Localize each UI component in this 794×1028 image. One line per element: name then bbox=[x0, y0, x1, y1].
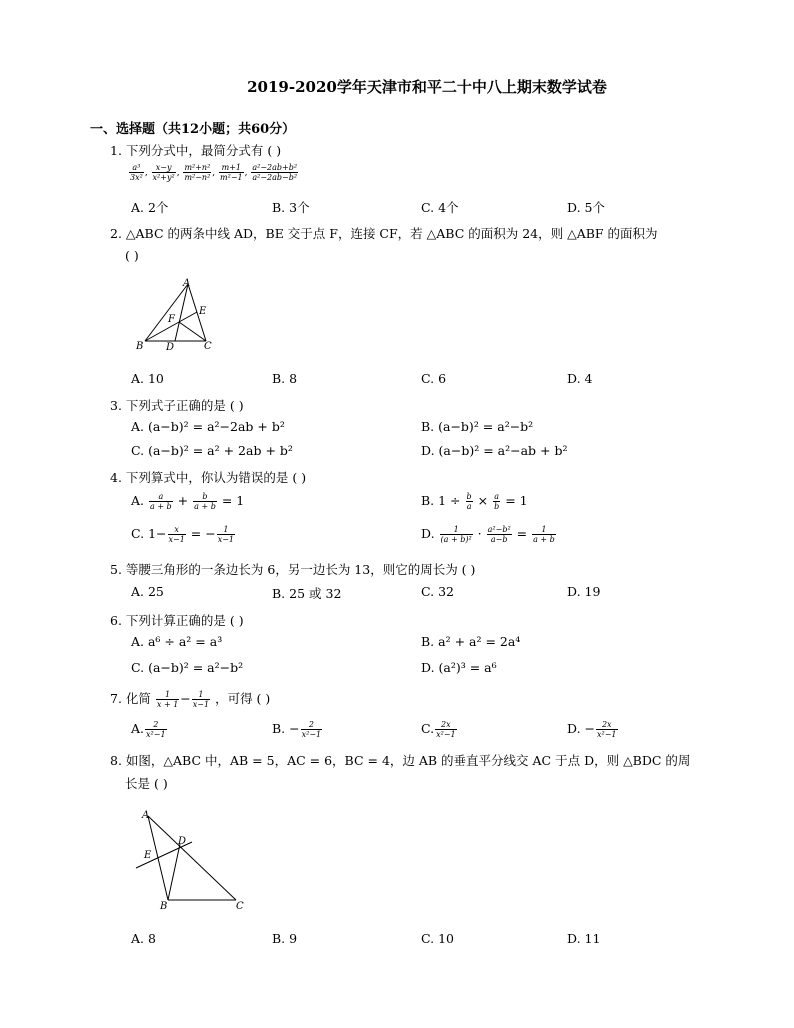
question-7-stem: 7. 化简 $\frac{1}{x + 1}$ − $\frac{1}{x-1}$ ，可得 ( ) bbox=[110, 690, 271, 709]
q3-option-d[interactable]: D. (a−b)² = a²−ab + b² bbox=[421, 443, 568, 458]
q8-option-a[interactable]: A. 8 bbox=[131, 931, 156, 946]
question-4-stem: 4. 下列算式中，你认为错误的是 ( ) bbox=[110, 470, 307, 485]
q2-option-c[interactable]: C. 6 bbox=[421, 371, 447, 386]
section-heading: 一、选择题（共12小题；共60分） bbox=[90, 122, 296, 137]
q7-option-d[interactable]: D. − $\frac{2x}{\text{x²−1}}$ bbox=[567, 720, 617, 739]
question-2-stem: 2. △ABC 的两条中线 AD，BE 交于点 F，连接 CF，若 △ABC 的面积为 24，则 △ABF 的面积为 bbox=[110, 226, 658, 241]
q5-option-b[interactable]: B. 25 或 32 bbox=[272, 586, 342, 601]
question-8-stem-cont: 长是 ( ) bbox=[125, 776, 168, 791]
question-5-stem: 5. 等腰三角形的一条边长为 6，另一边长为 13，则它的周长为 ( ) bbox=[110, 562, 476, 577]
q5-option-d[interactable]: D. 19 bbox=[567, 584, 601, 599]
vertex-a-label: A bbox=[183, 278, 191, 289]
q7-option-b[interactable]: B. − $\frac{2}{\text{x²−1}}$ bbox=[272, 720, 322, 739]
triangle-figure-q2 bbox=[130, 278, 230, 354]
q6-option-b[interactable]: B. a² + a² = 2a⁴ bbox=[421, 634, 521, 649]
q2-option-b[interactable]: B. 8 bbox=[272, 371, 298, 386]
q1-option-c[interactable]: C. 4个 bbox=[421, 200, 459, 215]
question-3-stem: 3. 下列式子正确的是 ( ) bbox=[110, 398, 244, 413]
q6-option-a[interactable]: A. a⁶ ÷ a² = a³ bbox=[131, 634, 223, 649]
page-title: 2019-2020学年天津市和平二十中八上期末数学试卷 bbox=[247, 78, 607, 96]
q2-option-a[interactable]: A. 10 bbox=[131, 371, 164, 386]
q3-option-a[interactable]: A. (a−b)² = a²−2ab + b² bbox=[131, 419, 285, 434]
q1-option-b[interactable]: B. 3个 bbox=[272, 200, 310, 215]
q5-option-a[interactable]: A. 25 bbox=[131, 584, 164, 599]
vertex-b-label: B bbox=[136, 341, 144, 352]
question-2-stem-cont: ( ) bbox=[125, 248, 139, 263]
q4-option-c[interactable]: C. 1− $\frac{x}{x-1}$ = − $\frac{1}{x-1}$ bbox=[131, 525, 235, 544]
q3-option-b[interactable]: B. (a−b)² = a²−b² bbox=[421, 419, 534, 434]
point-d-label: D bbox=[166, 342, 175, 353]
q3-option-c[interactable]: C. (a−b)² = a² + 2ab + b² bbox=[131, 443, 293, 458]
q6-option-d[interactable]: D. (a²)³ = a⁶ bbox=[421, 660, 497, 675]
question-1-fractions: $\frac{\text{a³}}{\text{3x²}}$ , $\frac{x-y}{\text{x²+y²}}$ , $\frac{\text{m²+n²}}{\text{m²−n²}}$ , $\frac{m+1}{\text{m²−1}}$ , $\frac{\text{a²−2ab+b²}}{\text{a²−2ab−b²}}$ bbox=[130, 163, 298, 182]
point-e-label: E bbox=[199, 306, 207, 317]
vertex-c-label: C bbox=[204, 341, 212, 352]
q8-option-c[interactable]: C. 10 bbox=[421, 931, 454, 946]
vertex-c-label: C bbox=[236, 901, 244, 912]
q2-option-d[interactable]: D. 4 bbox=[567, 371, 593, 386]
q8-option-b[interactable]: B. 9 bbox=[272, 931, 298, 946]
point-f-label: F bbox=[168, 314, 175, 325]
question-8-stem: 8. 如图，△ABC 中，AB = 5，AC = 6，BC = 4，边 AB 的垂直平分线交 AC 于点 D，则 △BDC 的周 bbox=[110, 753, 691, 768]
point-e-label: E bbox=[144, 850, 152, 861]
q4-option-a[interactable]: A. $\frac{a}{a + b}$ + $\frac{b}{a + b}$ = 1 bbox=[131, 492, 245, 511]
triangle-figure-q8 bbox=[128, 808, 258, 918]
vertex-b-label: B bbox=[160, 901, 168, 912]
q7-option-a[interactable]: A. $\frac{2}{\text{x²−1}}$ bbox=[131, 720, 166, 739]
question-1-stem: 1. 下列分式中，最简分式有 ( ) bbox=[110, 143, 282, 158]
q4-option-b[interactable]: B. 1 ÷ $\frac{b}{a}$ × $\frac{a}{b}$ = 1 bbox=[421, 492, 528, 511]
q4-option-d[interactable]: D. $\frac{1}{\text{(a + b)²}}$ · $\frac{\text{a²−b²}}{a-b}$ = $\frac{1}{a + b}$ bbox=[421, 525, 555, 544]
point-d-label: D bbox=[178, 836, 187, 847]
q5-option-c[interactable]: C. 32 bbox=[421, 584, 454, 599]
q8-option-d[interactable]: D. 11 bbox=[567, 931, 601, 946]
q7-option-c[interactable]: C. $\frac{2x}{\text{x²−1}}$ bbox=[421, 720, 456, 739]
q1-option-a[interactable]: A. 2个 bbox=[131, 200, 169, 215]
q1-option-d[interactable]: D. 5个 bbox=[567, 200, 605, 215]
vertex-a-label: A bbox=[142, 810, 150, 821]
question-6-stem: 6. 下列计算正确的是 ( ) bbox=[110, 613, 244, 628]
q6-option-c[interactable]: C. (a−b)² = a²−b² bbox=[131, 660, 244, 675]
